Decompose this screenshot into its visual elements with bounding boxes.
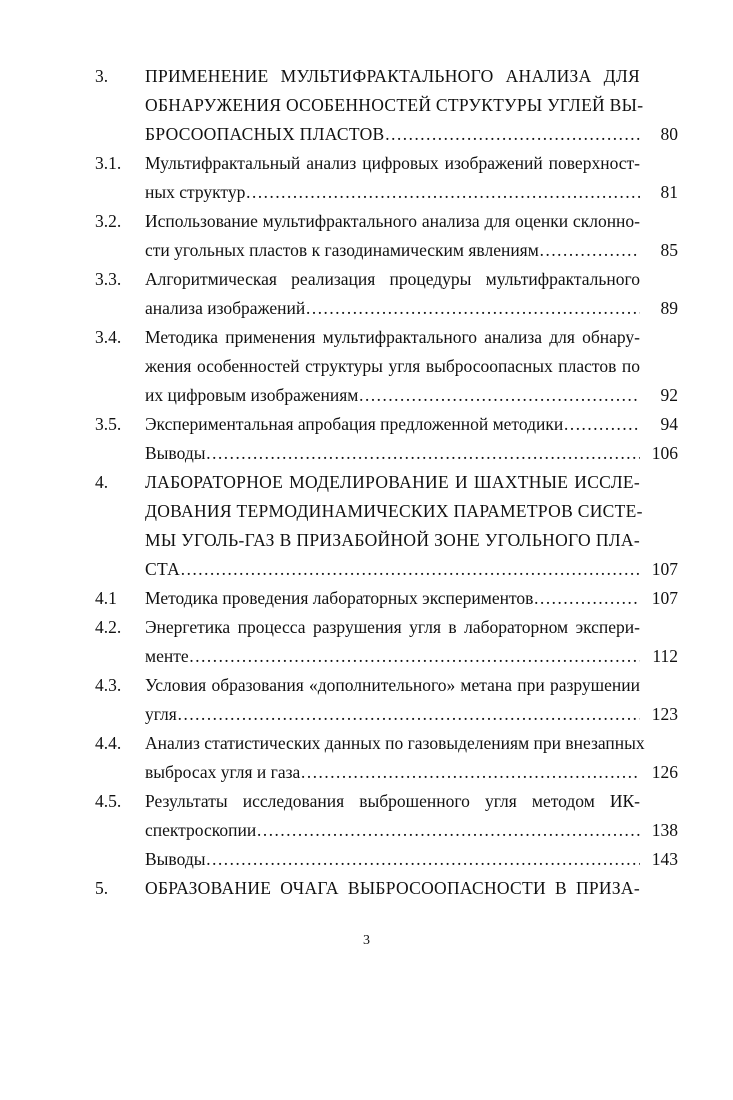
toc-entry-text: ЛАБОРАТОРНОЕ МОДЕЛИРОВАНИЕ И ШАХТНЫЕ ИССЛЕ- xyxy=(145,472,640,492)
toc-entry-text: их цифровым изображениям ………………………………………………………………………………………………………………………………… xyxy=(145,385,640,405)
toc-entry-number: 3.1. xyxy=(95,153,122,173)
toc-entry-text: Использование мультифрактального анализа для оценки склонно- xyxy=(145,211,640,231)
toc-entry-number: 3.5. xyxy=(95,414,122,434)
toc-page-number: 81 xyxy=(660,182,678,202)
toc-entry-number: 4.4. xyxy=(95,733,122,753)
toc-entry-text: МЫ УГОЛЬ-ГАЗ В ПРИЗАБОЙНОЙ ЗОНЕ УГОЛЬНОГО ПЛА- xyxy=(145,530,640,550)
toc-entry-number: 4.5. xyxy=(95,791,122,811)
toc-entry-text: ОБНАРУЖЕНИЯ ОСОБЕННОСТЕЙ СТРУКТУРЫ УГЛЕЙ ВЫ- xyxy=(145,95,644,115)
toc-entry-number: 3.3. xyxy=(95,269,122,289)
dot-leader xyxy=(205,443,640,463)
toc-entry-number: 4.1 xyxy=(95,588,117,608)
dot-leader xyxy=(300,762,640,782)
toc-entry-number: 5. xyxy=(95,878,109,898)
dot-leader xyxy=(177,704,640,724)
dot-leader xyxy=(385,124,641,144)
toc-page-number: 143 xyxy=(651,849,678,869)
toc-entry-number: 4. xyxy=(95,472,109,492)
toc-entry-number: 3. xyxy=(95,66,109,86)
toc-entry-text: выбросах угля и газа ………………………………………………………………………………………………………………………………… xyxy=(145,762,640,782)
toc-entry-text: сти угольных пластов к газодинамическим явлениям ………………………………………………………………………………………………………………………………… xyxy=(145,240,640,260)
toc-entry-text: угля ………………………………………………………………………………………………………………………………… xyxy=(145,704,640,724)
dot-leader xyxy=(256,820,640,840)
toc-entry-text: Результаты исследования выброшенного угля методом ИК- xyxy=(145,791,640,811)
toc-page-number: 94 xyxy=(660,414,678,434)
toc-entry-number: 4.2. xyxy=(95,617,122,637)
toc-entry-text: жения особенностей структуры угля выбросоопасных пластов по xyxy=(145,356,640,376)
dot-leader xyxy=(358,385,640,405)
toc-entry-text: ДОВАНИЯ ТЕРМОДИНАМИЧЕСКИХ ПАРАМЕТРОВ СИСТЕ- xyxy=(145,501,643,521)
toc-entry-text: ОБРАЗОВАНИЕ ОЧАГА ВЫБРОСООПАСНОСТИ В ПРИЗА- xyxy=(145,878,640,898)
toc-entry-text: Выводы ………………………………………………………………………………………………………………………………… xyxy=(145,443,640,463)
toc-page-number: 107 xyxy=(651,559,678,579)
toc-entry-text: Мультифрактальный анализ цифровых изображений поверхност- xyxy=(145,153,640,173)
page-number: 3 xyxy=(363,933,370,948)
dot-leader xyxy=(189,646,640,666)
toc-page-number: 123 xyxy=(651,704,678,724)
toc-entry-text: СТА ………………………………………………………………………………………………………………………………… xyxy=(145,559,640,579)
toc-entry-text: Выводы ………………………………………………………………………………………………………………………………… xyxy=(145,849,640,869)
toc-entry-text: Методика применения мультифрактального анализа для обнару- xyxy=(145,327,640,347)
toc-page-number: 126 xyxy=(651,762,678,782)
toc-page-number: 106 xyxy=(651,443,678,463)
toc-page-number: 85 xyxy=(660,240,678,260)
dot-leader xyxy=(533,588,640,608)
toc-entry-text: Алгоритмическая реализация процедуры мультифрактального xyxy=(145,269,640,289)
toc-page-number: 92 xyxy=(660,385,678,405)
dot-leader xyxy=(245,182,640,202)
toc-page-number: 112 xyxy=(652,646,678,666)
toc-entry-text: спектроскопии ………………………………………………………………………………………………………………………………… xyxy=(145,820,640,840)
toc-entry-number: 3.4. xyxy=(95,327,122,347)
toc-page-number: 138 xyxy=(651,820,678,840)
dot-leader xyxy=(563,414,640,434)
toc-entry-text: ных структур ………………………………………………………………………………………………………………………………… xyxy=(145,182,640,202)
dot-leader xyxy=(205,849,640,869)
toc-entry-text: анализа изображений ………………………………………………………………………………………………………………………………… xyxy=(145,298,640,318)
toc-entry-text: Энергетика процесса разрушения угля в лабораторном экспери- xyxy=(145,617,640,637)
toc-entry-text: Экспериментальная апробация предложенной методики ………………………………………………………………………………………………………………………………… xyxy=(145,414,640,434)
toc-entry-text: ПРИМЕНЕНИЕ МУЛЬТИФРАКТАЛЬНОГО АНАЛИЗА ДЛЯ xyxy=(145,66,640,86)
dot-leader xyxy=(180,559,640,579)
toc-page-number: 89 xyxy=(660,298,678,318)
toc-entry-text: Условия образования «дополнительного» метана при разрушении xyxy=(145,675,640,695)
toc-entry-text: менте ………………………………………………………………………………………………………………………………… xyxy=(145,646,640,666)
toc-page-number: 80 xyxy=(660,124,678,144)
toc-entry-text: Анализ статистических данных по газовыделениям при внезапных xyxy=(145,733,645,753)
toc-page-number: 107 xyxy=(651,588,678,608)
dot-leader xyxy=(539,240,640,260)
toc-entry-text: Методика проведения лабораторных экспериментов ………………………………………………………………………………………………………………………………… xyxy=(145,588,640,608)
dot-leader xyxy=(305,298,640,318)
toc-entry-text: БРОСООПАСНЫХ ПЛАСТОВ ………………………………………………………………………………………………………………………………… xyxy=(145,124,640,144)
toc-entry-number: 3.2. xyxy=(95,211,122,231)
toc-entry-number: 4.3. xyxy=(95,675,122,695)
